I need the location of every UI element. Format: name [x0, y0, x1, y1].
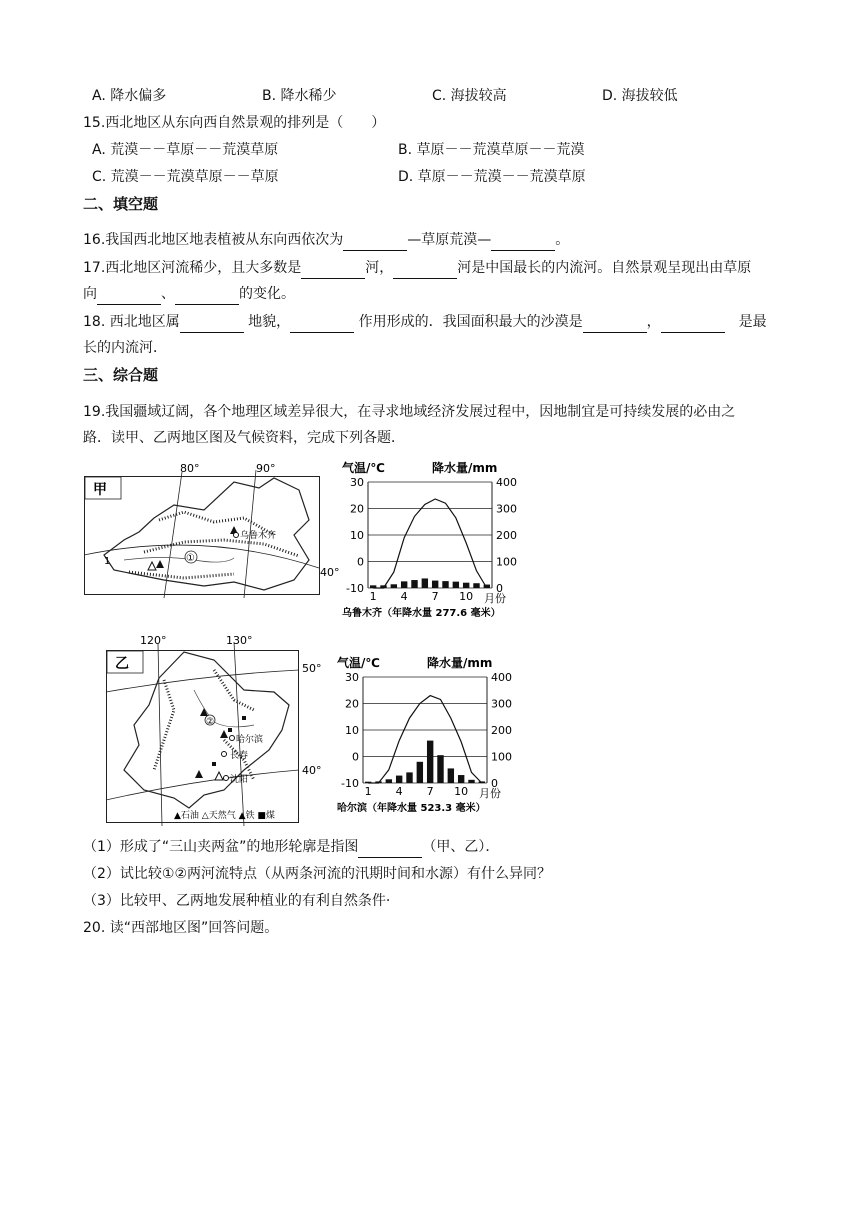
chart-precip-bar [473, 583, 479, 588]
chart-precip-bar [437, 755, 443, 783]
chart-left-tick: -10 [341, 777, 359, 790]
q19-sub-1 [83, 837, 499, 858]
chart-x-tick: 10 [459, 590, 474, 603]
chart-x-tick: 1 [364, 785, 372, 798]
chart-right-tick: 400 [496, 476, 517, 489]
q17-blank-1[interactable] [301, 258, 365, 279]
q16-blank-2[interactable] [491, 230, 555, 251]
map-yi-legend: ▲石油 △天然气 ▲铁 ■煤 [174, 811, 275, 821]
chart-x-tick: 7 [426, 785, 434, 798]
chart-ylabel-left: 气温/℃ [337, 656, 380, 670]
q15-stem: 15.西北地区从东向西自然景观的排列是（ ） [83, 115, 386, 131]
chart-left-tick: 20 [350, 502, 364, 516]
chart-xlabel: 月份 [479, 787, 501, 800]
q17-text-e: 、 [161, 286, 175, 302]
map-yi [104, 630, 329, 830]
chart-x-tick: 4 [400, 590, 408, 603]
chart-precip-bar [406, 772, 412, 783]
section-heading-fill-in: 二、填空题 [83, 195, 159, 213]
q16-blank-1[interactable] [343, 230, 407, 251]
q15-option-b: B. 草原－－荒漠草原－－荒漠 [398, 142, 585, 158]
q14-option-c: C. 海拔较高 [432, 88, 507, 104]
chart-right-tick: 400 [491, 671, 512, 684]
chart-precip-bar [396, 776, 402, 783]
q19-sub-2: （2）试比较①②两河流特点（从两条河流的汛期时间和水源）有什么异同？ [83, 866, 552, 882]
climate-chart-urumqi [340, 460, 550, 625]
q18-text-e: 是最 [724, 314, 767, 330]
chart-left-tick: 10 [350, 529, 364, 542]
chart-left-tick: 30 [345, 671, 359, 684]
chart-precip-bar [427, 741, 433, 783]
chart-right-tick: 300 [496, 502, 517, 516]
q18-blank-1[interactable] [180, 312, 244, 333]
q15-option-c: C. 荒漠－－荒漠草原－－草原 [92, 169, 279, 185]
q15-option-d: D. 草原－－荒漠－－荒漠草原 [398, 169, 586, 185]
section-heading-comprehensive: 三、综合题 [83, 366, 159, 384]
map-jia-label: 甲 [93, 482, 107, 498]
q18-blank-4[interactable] [661, 312, 725, 333]
chart-ylabel-right: 降水量/mm [432, 461, 498, 475]
chart-x-tick: 4 [395, 785, 403, 798]
q19-stem-line-2: 路．读甲、乙两地区图及气候资料，完成下列各题． [83, 430, 405, 446]
chart-right-tick: 300 [491, 697, 512, 711]
q20-stem: 20. 读“西部地区图”回答问题。 [83, 920, 279, 936]
q17-line-2 [83, 284, 295, 305]
q18-blank-2[interactable] [290, 312, 354, 333]
q18-blank-3[interactable] [583, 312, 647, 333]
chart-precip-bar [468, 780, 474, 783]
q18-text-c: 作用形成的．我国面积最大的沙漠是 [354, 314, 583, 330]
climate-chart-harbin [335, 655, 550, 825]
chart-left-tick: 0 [357, 555, 364, 569]
q19-sub-1-text-b: （甲、乙）． [422, 839, 500, 855]
chart-temperature-line [373, 499, 487, 588]
chart-precip-bar [463, 583, 469, 588]
q14-option-b: B. 降水稀少 [262, 88, 337, 104]
chart-precip-bar [386, 779, 392, 783]
chart-precip-bar [417, 762, 423, 783]
chart-x-tick: 1 [369, 590, 377, 603]
chart-right-tick: 0 [491, 777, 498, 790]
q17-blank-3[interactable] [97, 284, 161, 305]
q15-option-a: A. 荒漠－－草原－－荒漠草原 [92, 142, 279, 158]
chart-precip-bar [411, 580, 417, 588]
q17-text-d: 向 [83, 286, 97, 302]
chart-x-tick: 7 [431, 590, 439, 603]
q17-text-f: 的变化。 [239, 286, 295, 302]
q17-blank-2[interactable] [393, 258, 457, 279]
chart-precip-bar [458, 775, 464, 783]
map-yi-lon-120: 120° [140, 634, 167, 647]
chart-right-tick: 100 [491, 750, 512, 764]
chart-temperature-line [368, 696, 482, 783]
map-jia-lat-40: 40° [320, 566, 340, 579]
q17-line-1 [83, 258, 751, 279]
q18-text-b: 地貌， [243, 314, 291, 330]
chart-ylabel-left: 气温/℃ [342, 461, 385, 475]
chart-precip-bar [401, 581, 407, 588]
chart-xlabel: 月份 [484, 592, 506, 605]
chart-precip-bar [448, 768, 454, 783]
q18-text-d: ， [646, 314, 661, 330]
q19-sub-1-blank[interactable] [358, 837, 422, 858]
map-yi-lat-40: 40° [302, 764, 322, 777]
q17-text-c: 河是中国最长的内流河。自然景观呈现出由草原 [457, 260, 752, 276]
chart-caption: 乌鲁木齐（年降水量 277.6 毫米） [342, 608, 501, 619]
chart-precip-bar [422, 578, 428, 588]
q19-sub-1-text-a: （1）形成了“三山夹两盆”的地形轮廓是指图 [83, 839, 359, 855]
chart-ylabel-right: 降水量/mm [427, 656, 493, 670]
q18-line-1 [83, 312, 767, 333]
map-jia-marker: 1 [104, 556, 111, 567]
chart-right-tick: 100 [496, 555, 517, 569]
map-yi-city-changchun: 长春 [230, 751, 249, 761]
q14-option-d: D. 海拔较低 [602, 88, 678, 104]
chart-right-tick: 0 [496, 582, 503, 595]
q18-text-a: 18. 西北地区属 [83, 314, 180, 330]
map-jia-lon-80: 80° [180, 462, 200, 475]
map-jia-river-marker: ① [186, 553, 195, 564]
chart-caption: 哈尔滨（年降水量 523.3 毫米） [337, 803, 486, 814]
chart-right-tick: 200 [491, 724, 512, 737]
chart-left-tick: 20 [345, 697, 359, 711]
chart-left-tick: -10 [346, 582, 364, 595]
chart-left-tick: 10 [345, 724, 359, 737]
map-yi-lon-130: 130° [226, 634, 253, 647]
q19-sub-3: （3）比较甲、乙两地发展种植业的有利自然条件· [83, 893, 391, 909]
chart-precip-bar [442, 581, 448, 588]
chart-right-tick: 200 [496, 529, 517, 542]
map-yi-city-harbin: 哈尔滨 [236, 735, 264, 745]
map-yi-label: 乙 [115, 656, 129, 672]
q16-text-c: 。 [555, 232, 570, 248]
chart-precip-bar [391, 584, 397, 588]
q17-text-b: 河， [365, 260, 394, 276]
q19-stem-line-1: 19.我国疆域辽阔，各个地理区域差异很大，在寻求地域经济发展过程中，因地制宜是可持续发展的必由之 [83, 404, 736, 420]
q16 [83, 230, 569, 251]
chart-left-tick: 0 [352, 750, 359, 764]
chart-x-tick: 10 [454, 785, 469, 798]
q17-text-a: 17.西北地区河流稀少，且大多数是 [83, 260, 302, 276]
q17-blank-4[interactable] [175, 284, 239, 305]
map-yi-lat-50: 50° [302, 662, 322, 675]
chart-precip-bar [453, 582, 459, 588]
q18-line-2: 长的内流河． [83, 340, 167, 356]
q14-option-a: A. 降水偏多 [92, 88, 167, 104]
chart-left-tick: 30 [350, 476, 364, 489]
map-jia-lon-90: 90° [256, 462, 276, 475]
map-jia [84, 460, 349, 600]
q16-text-a: 16.我国西北地区地表植被从东向西依次为 [83, 232, 344, 248]
q16-text-b: —草原荒漠— [407, 232, 492, 248]
chart-precip-bar [432, 581, 438, 588]
map-yi-city-shenyang: 沈阳 [230, 775, 249, 785]
map-yi-river-marker: ② [206, 717, 215, 727]
map-jia-city: 乌鲁木齐 [240, 531, 277, 541]
